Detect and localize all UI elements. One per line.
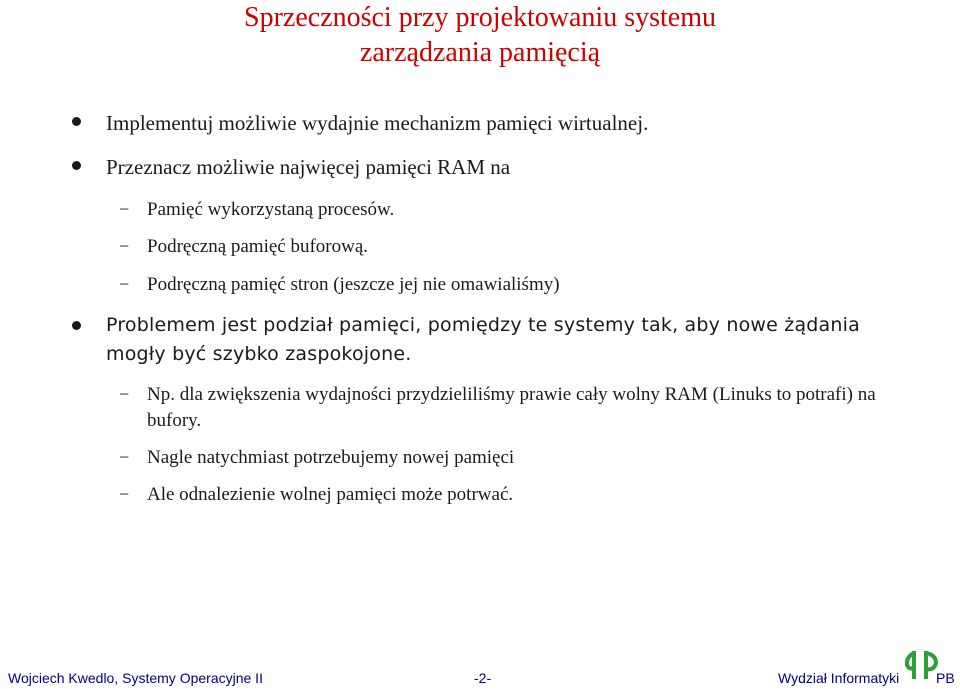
bullet-icon <box>72 321 81 330</box>
bullet-text: Przeznacz możliwie najwięcej pamięci RAM na <box>106 155 511 179</box>
title-line-2: zarządzania pamięcią <box>359 37 601 68</box>
slide-title <box>0 0 960 70</box>
bullet-icon <box>72 117 81 126</box>
sub-bullet-text: Ale odnalezienie wolnej pamięci może potrwać. <box>147 484 514 505</box>
dash-icon: − <box>119 384 130 404</box>
sub-bullet-text: Nagle natychmiast potrzebujemy nowej pamięci <box>147 447 515 468</box>
title-line-1: Sprzeczności przy projektowaniu systemu <box>244 2 716 33</box>
sub-bullet-text: Podręczną pamięć stron (jeszcze jej nie omawialiśmy) <box>147 274 560 295</box>
bullet-icon <box>72 161 81 170</box>
dash-icon: − <box>119 199 130 219</box>
dash-icon: − <box>119 236 130 256</box>
dash-icon: − <box>119 484 130 504</box>
footer-department: Wydział Informatyki <box>778 670 900 686</box>
sub-bullet-text: Podręczną pamięć buforową. <box>147 236 369 257</box>
sub-bullet-text: Pamięć wykorzystaną procesów. <box>147 199 395 220</box>
footer-author: Wojciech Kwedlo, Systemy Operacyjne II <box>8 670 263 686</box>
dash-icon: − <box>119 274 130 294</box>
footer-pb: PB <box>936 670 955 686</box>
bullet-text: Implementuj możliwie wydajnie mechanizm pamięci wirtualnej. <box>106 111 649 135</box>
dash-icon: − <box>119 447 130 467</box>
page-number: -2- <box>474 670 492 686</box>
bullet-text: Problemem jest podział pamięci, pomiędzy te systemy tak, aby nowe żądania mogły być szybko zaspokojone. <box>106 314 860 365</box>
slide-footer <box>0 670 960 689</box>
sub-bullet-text: Np. dla zwiększenia wydajności przydzieliliśmy prawie cały wolny RAM (Linuks to potrafi) na bufory. <box>147 384 876 431</box>
